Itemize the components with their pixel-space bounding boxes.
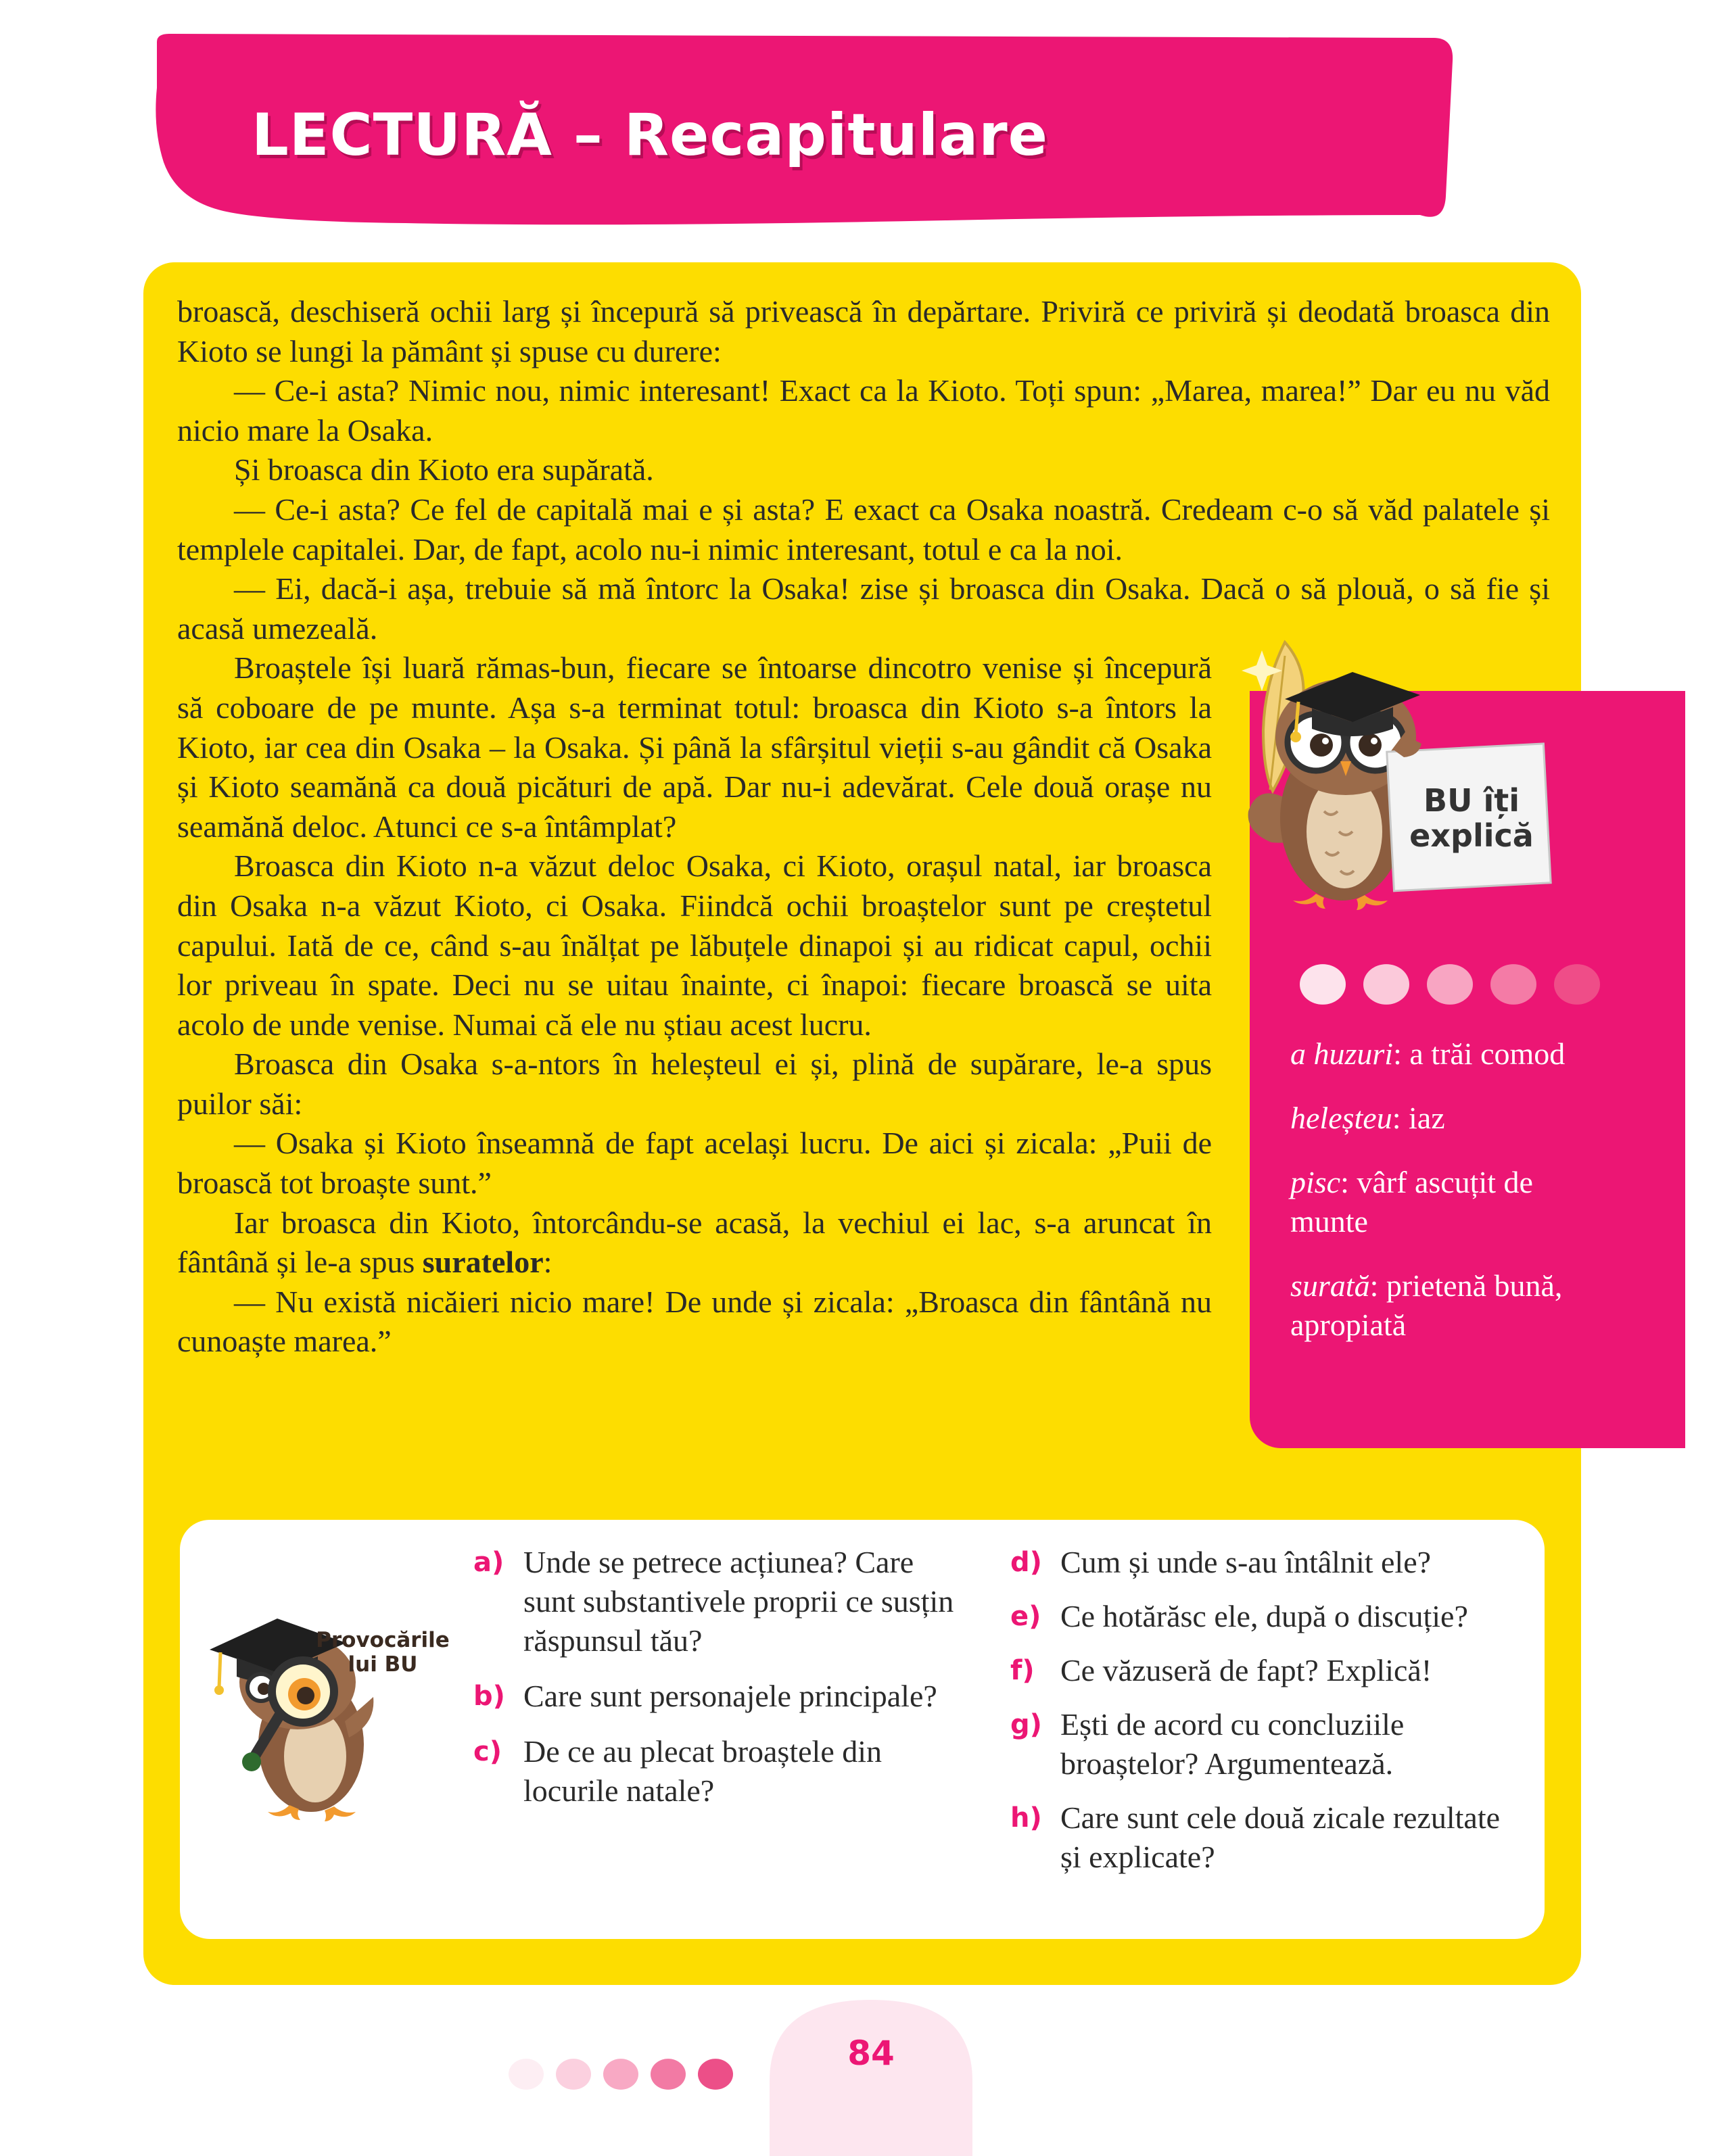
page-number-tab <box>770 2000 972 2156</box>
glossary-definition: : a trăi comod <box>1393 1036 1566 1071</box>
story-text-run: : <box>543 1245 552 1280</box>
story-paragraph: — Nu există nicăieri nicio mare! De unde și zicala: „Broasca din fântână nu cunoaște marea.” <box>177 1284 1212 1359</box>
question-letter: e) <box>1010 1601 1041 1632</box>
glossary-term: a huzuri <box>1290 1036 1394 1071</box>
question-item <box>473 1543 960 1660</box>
glossary-entry <box>1290 1266 1588 1345</box>
glossary-definition: : prietenă bună, apropiată <box>1290 1268 1563 1342</box>
question-text: Ce văzuseră de fapt? Explică! <box>1060 1653 1432 1687</box>
page-title: LECTURĂ – Recapitulare <box>252 101 1049 169</box>
badge-line: BU îți <box>1424 782 1520 819</box>
glossary-term: surată <box>1290 1268 1370 1303</box>
glossary-highlight: suratelor <box>422 1245 544 1280</box>
question-letter: b) <box>473 1681 505 1712</box>
question-item <box>473 1677 960 1716</box>
glossary-dots <box>1297 960 1622 1009</box>
decorative-dot <box>1363 964 1409 1005</box>
question-item <box>1010 1705 1511 1783</box>
story-paragraph: Broasca din Osaka s-a-ntors în heleșteul ei și, plină de supărare, le-a spus puilor săi: <box>177 1047 1212 1121</box>
story-narrow-column <box>177 648 1212 1362</box>
owl-teacher-icon <box>1183 629 1562 926</box>
story-text-run: Iar broasca din Kioto, întorcându-se acasă, la vechiul ei lac, s-a aruncat în fântână și le-a spus <box>177 1205 1212 1280</box>
glossary-term: heleșteu <box>1290 1101 1392 1135</box>
decorative-dot <box>651 2059 686 2090</box>
question-letter: c) <box>473 1736 502 1767</box>
story-paragraph: — Ei, dacă-i așa, trebuie să mă întorc la Osaka! zise și broasca din Osaka. Dacă o să plouă, o să fie și acasă umezeală. <box>177 571 1550 646</box>
glossary-entry <box>1290 1034 1588 1074</box>
question-item <box>1010 1798 1511 1877</box>
story-paragraph: — Osaka și Kioto înseamnă de fapt același lucru. De aici și zicala: „Puii de broască tot broaște sunt.” <box>177 1126 1212 1201</box>
glossary-definition: : iaz <box>1392 1101 1445 1135</box>
decorative-dot <box>603 2059 638 2090</box>
glossary-list <box>1290 1034 1588 1370</box>
story-paragraph: Broasca din Kioto n-a văzut deloc Osaka, ci Kioto, orașul natal, iar broasca din Osaka n-a văzut Kioto, ci Osaka. Fiindcă ochii broaștelor sunt pe creștetul capului. Iată de ce, când s-au înălțat pe lăbuțele dinapoi și au ridicat capul, ochii lor priveau în spate. Deci nu se uitau înainte, ci înapoi: fiecare broască se uita acolo de unde venise. Numai că ele nu știau acest lucru. <box>177 848 1212 1042</box>
decorative-dot <box>1490 964 1536 1005</box>
question-letter: a) <box>473 1547 504 1578</box>
question-letter: h) <box>1010 1802 1042 1834</box>
question-text: Cum și unde s-au întâlnit ele? <box>1060 1545 1432 1579</box>
question-text: Ești de acord cu concluziile broaștelor? Argumentează. <box>1060 1707 1405 1781</box>
question-text: Care sunt personajele principale? <box>523 1679 937 1713</box>
footer-dots <box>506 2047 763 2101</box>
story-paragraph <box>177 1203 1212 1283</box>
badge-line: lui BU <box>348 1652 418 1677</box>
bu-explains-badge <box>1398 783 1545 853</box>
question-letter: d) <box>1010 1547 1042 1578</box>
badge-line: Provocările <box>316 1628 450 1652</box>
glossary-entry <box>1290 1163 1588 1241</box>
question-text: Unde se petrece acțiunea? Care sunt substantivele proprii ce susțin răspunsul tău? <box>523 1545 954 1658</box>
decorative-dot <box>698 2059 733 2090</box>
question-item <box>1010 1543 1511 1582</box>
story-paragraph: Broaștele își luară rămas-bun, fiecare se întoarse dincotro venise și începură să coboare de pe munte. Așa s-a terminat totul: broasca din Kioto s-a întors la Kioto, iar cea din Osaka – la Osaka. Și până la sfârșitul vieții s-au gândit că Osaka și Kioto seamănă ca două picături de apă. Dar nu-i adevărat. Cele două orașe nu seamănă deloc. Atunci ce s-a întâmplat? <box>177 650 1212 844</box>
question-item <box>1010 1651 1511 1690</box>
question-text: De ce au plecat broaștele din locurile natale? <box>523 1734 883 1808</box>
story-paragraph: — Ce-i asta? Nimic nou, nimic interesant! Exact ca la Kioto. Toți spun: „Marea, marea!” Dar eu nu văd nicio mare la Osaka. <box>177 373 1550 448</box>
bu-challenges-badge <box>302 1628 464 1677</box>
glossary-entry <box>1290 1099 1588 1138</box>
decorative-dot <box>1300 964 1346 1005</box>
glossary-term: pisc <box>1290 1165 1341 1199</box>
decorative-dot <box>509 2059 544 2090</box>
story-paragraph: Și broasca din Kioto era supărată. <box>234 452 654 487</box>
decorative-dot <box>1554 964 1600 1005</box>
questions-left-column <box>473 1543 960 1827</box>
question-item <box>473 1732 960 1811</box>
story-paragraph: — Ce-i asta? Ce fel de capitală mai e și asta? E exact ca Osaka noastră. Credeam c-o să văd palatele și templele capitalei. Dar, de fapt, acolo nu-i nimic interesant, totul e ca la noi. <box>177 492 1550 567</box>
page-number: 84 <box>847 2034 895 2073</box>
story-paragraph: broască, deschiseră ochii larg și începură să privească în depărtare. Priviră ce priviră și deodată broasca din Kioto se lungi la pământ și spuse cu durere: <box>177 294 1550 368</box>
question-letter: g) <box>1010 1709 1042 1740</box>
question-letter: f) <box>1010 1655 1035 1686</box>
question-text: Care sunt cele două zicale rezultate și explicate? <box>1060 1800 1501 1874</box>
question-text: Ce hotărăsc ele, după o discuție? <box>1060 1599 1468 1633</box>
glossary-definition: : vârf ascuțit de munte <box>1290 1165 1533 1239</box>
decorative-dot <box>1427 964 1473 1005</box>
question-item <box>1010 1597 1511 1636</box>
questions-right-column <box>1010 1543 1511 1892</box>
decorative-dot <box>556 2059 591 2090</box>
badge-line: explică <box>1409 817 1534 854</box>
